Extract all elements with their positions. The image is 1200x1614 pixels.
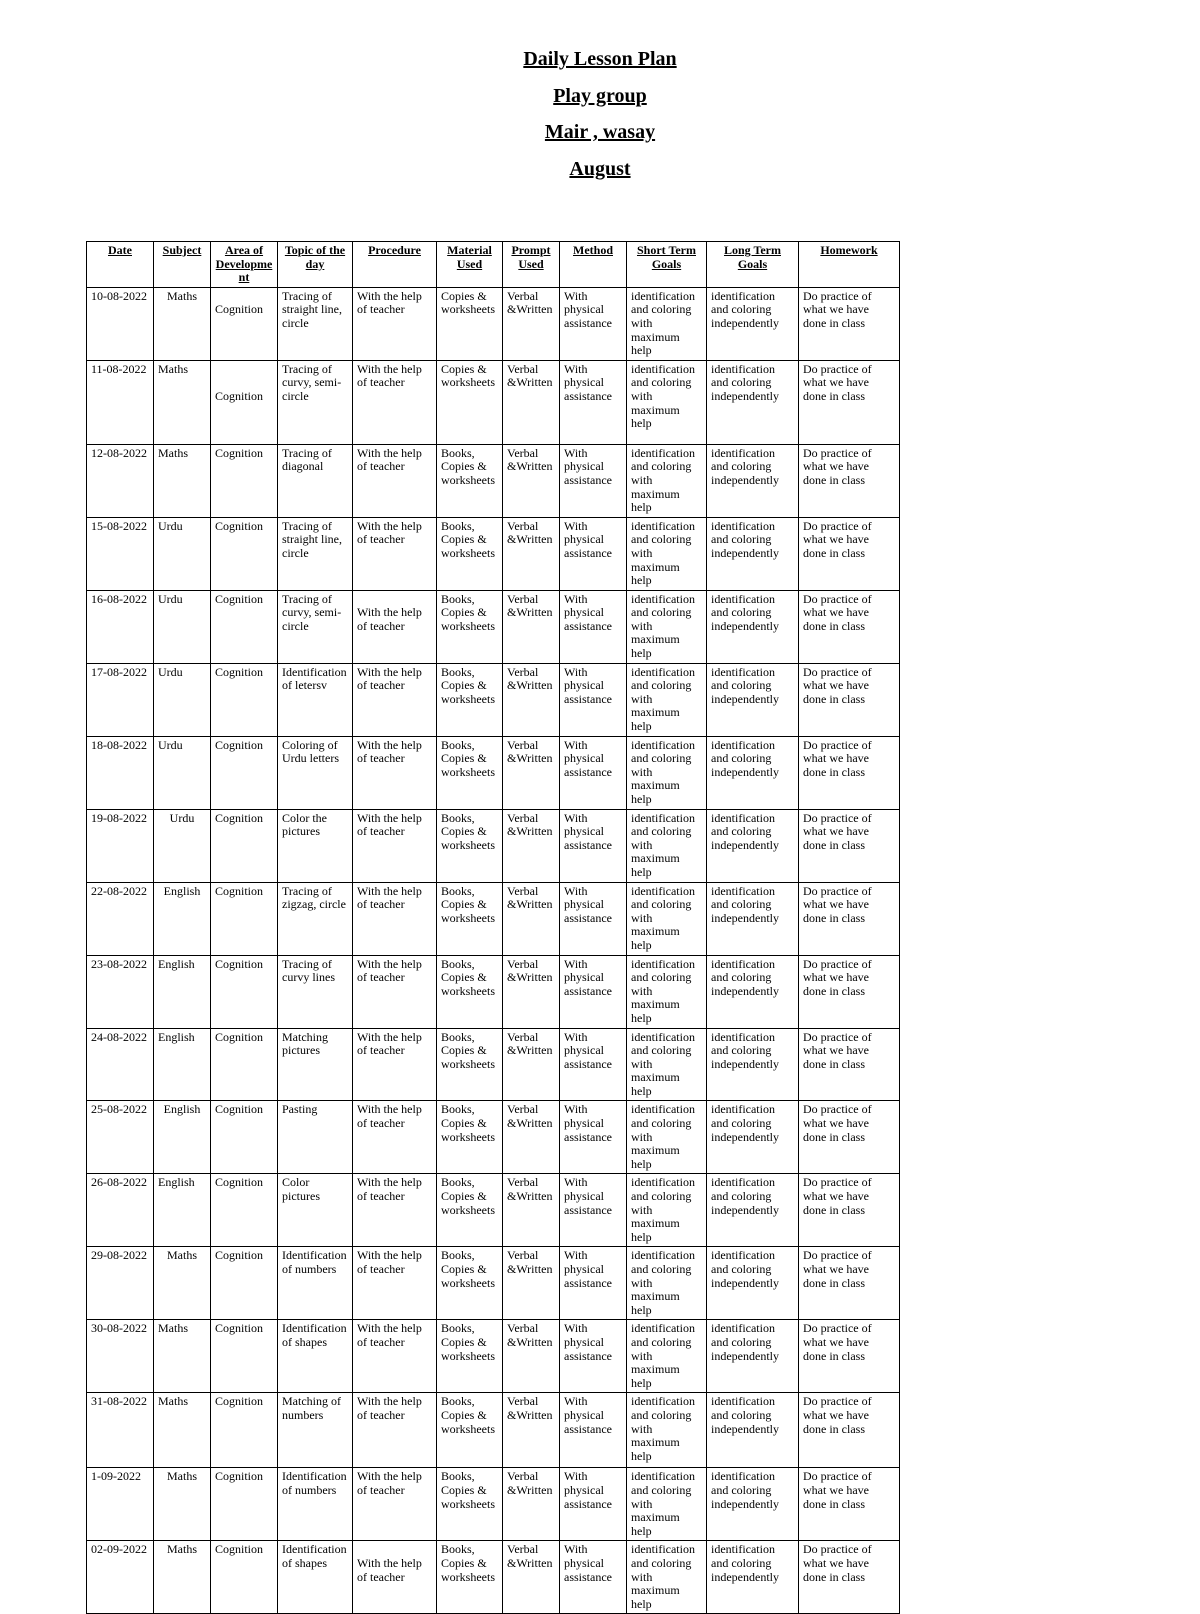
document-header bbox=[0, 44, 1200, 190]
cell-material: Books, Copies & worksheets bbox=[437, 882, 503, 955]
cell-material: Books, Copies & worksheets bbox=[437, 955, 503, 1028]
cell-prompt: Verbal &Written bbox=[503, 1468, 560, 1541]
column-header-homework: Homework bbox=[799, 242, 900, 288]
cell-date: 15-08-2022 bbox=[87, 517, 154, 590]
cell-prompt: Verbal &Written bbox=[503, 1028, 560, 1101]
cell-subject: English bbox=[154, 1101, 211, 1174]
cell-procedure: With the help of teacher bbox=[353, 1320, 437, 1393]
cell-area: Cognition bbox=[211, 360, 278, 444]
cell-procedure: With the help of teacher bbox=[353, 1541, 437, 1614]
cell-prompt: Verbal &Written bbox=[503, 809, 560, 882]
cell-material: Books, Copies & worksheets bbox=[437, 517, 503, 590]
cell-procedure: With the help of teacher bbox=[353, 360, 437, 444]
cell-short-term-goal: identification and coloring with maximum help bbox=[627, 1028, 707, 1101]
table-row bbox=[87, 1174, 900, 1247]
cell-topic: Tracing of curvy, semi-circle bbox=[278, 590, 353, 663]
cell-topic: Tracing of straight line, circle bbox=[278, 517, 353, 590]
cell-topic: Color the pictures bbox=[278, 809, 353, 882]
cell-material: Books, Copies & worksheets bbox=[437, 590, 503, 663]
table-row bbox=[87, 1028, 900, 1101]
cell-date: 18-08-2022 bbox=[87, 736, 154, 809]
cell-method: With physical assistance bbox=[560, 663, 627, 736]
cell-procedure: With the help of teacher bbox=[353, 736, 437, 809]
cell-short-term-goal: identification and coloring with maximum help bbox=[627, 1468, 707, 1541]
cell-prompt: Verbal &Written bbox=[503, 444, 560, 517]
cell-short-term-goal: identification and coloring with maximum help bbox=[627, 1247, 707, 1320]
cell-material: Copies & worksheets bbox=[437, 360, 503, 444]
cell-method: With physical assistance bbox=[560, 517, 627, 590]
cell-homework: Do practice of what we have done in class bbox=[799, 1101, 900, 1174]
cell-material: Books, Copies & worksheets bbox=[437, 1028, 503, 1101]
column-header-topic: Topic of the day bbox=[278, 242, 353, 288]
cell-date: 25-08-2022 bbox=[87, 1101, 154, 1174]
column-header-procedure: Procedure bbox=[353, 242, 437, 288]
cell-subject: Urdu bbox=[154, 517, 211, 590]
cell-material: Books, Copies & worksheets bbox=[437, 809, 503, 882]
cell-method: With physical assistance bbox=[560, 590, 627, 663]
cell-subject: Maths bbox=[154, 287, 211, 360]
cell-procedure: With the help of teacher bbox=[353, 1174, 437, 1247]
cell-long-term-goal: identification and coloring independently bbox=[707, 1468, 799, 1541]
cell-procedure: With the help of teacher bbox=[353, 955, 437, 1028]
cell-procedure: With the help of teacher bbox=[353, 663, 437, 736]
cell-subject: English bbox=[154, 1174, 211, 1247]
cell-date: 26-08-2022 bbox=[87, 1174, 154, 1247]
cell-topic: Identification of numbers bbox=[278, 1247, 353, 1320]
cell-subject: Urdu bbox=[154, 736, 211, 809]
cell-homework: Do practice of what we have done in class bbox=[799, 444, 900, 517]
cell-method: With physical assistance bbox=[560, 882, 627, 955]
cell-area: Cognition bbox=[211, 955, 278, 1028]
cell-method: With physical assistance bbox=[560, 1468, 627, 1541]
cell-subject: Maths bbox=[154, 1247, 211, 1320]
cell-material: Books, Copies & worksheets bbox=[437, 663, 503, 736]
cell-prompt: Verbal &Written bbox=[503, 1393, 560, 1468]
cell-prompt: Verbal &Written bbox=[503, 663, 560, 736]
cell-area: Cognition bbox=[211, 1028, 278, 1101]
cell-method: With physical assistance bbox=[560, 1028, 627, 1101]
cell-topic: Identification of shapes bbox=[278, 1541, 353, 1614]
table-row bbox=[87, 736, 900, 809]
cell-method: With physical assistance bbox=[560, 1320, 627, 1393]
cell-prompt: Verbal &Written bbox=[503, 1541, 560, 1614]
table-row bbox=[87, 663, 900, 736]
cell-area: Cognition bbox=[211, 590, 278, 663]
cell-homework: Do practice of what we have done in class bbox=[799, 287, 900, 360]
cell-procedure: With the help of teacher bbox=[353, 444, 437, 517]
cell-long-term-goal: identification and coloring independently bbox=[707, 287, 799, 360]
cell-area: Cognition bbox=[211, 1101, 278, 1174]
column-header-long-term-goals: Long Term Goals bbox=[707, 242, 799, 288]
cell-homework: Do practice of what we have done in class bbox=[799, 663, 900, 736]
cell-long-term-goal: identification and coloring independently bbox=[707, 590, 799, 663]
cell-date: 24-08-2022 bbox=[87, 1028, 154, 1101]
cell-material: Books, Copies & worksheets bbox=[437, 1468, 503, 1541]
cell-date: 19-08-2022 bbox=[87, 809, 154, 882]
cell-material: Books, Copies & worksheets bbox=[437, 1247, 503, 1320]
cell-short-term-goal: identification and coloring with maximum help bbox=[627, 1393, 707, 1468]
table-row bbox=[87, 1101, 900, 1174]
cell-long-term-goal: identification and coloring independently bbox=[707, 1393, 799, 1468]
cell-topic: Pasting bbox=[278, 1101, 353, 1174]
cell-method: With physical assistance bbox=[560, 287, 627, 360]
cell-method: With physical assistance bbox=[560, 360, 627, 444]
cell-long-term-goal: identification and coloring independently bbox=[707, 1101, 799, 1174]
cell-homework: Do practice of what we have done in class bbox=[799, 809, 900, 882]
cell-prompt: Verbal &Written bbox=[503, 360, 560, 444]
cell-prompt: Verbal &Written bbox=[503, 1247, 560, 1320]
table-row bbox=[87, 1468, 900, 1541]
cell-prompt: Verbal &Written bbox=[503, 1320, 560, 1393]
column-header-prompt: Prompt Used bbox=[503, 242, 560, 288]
cell-short-term-goal: identification and coloring with maximum help bbox=[627, 955, 707, 1028]
cell-topic: Identification of letersv bbox=[278, 663, 353, 736]
cell-topic: Tracing of zigzag, circle bbox=[278, 882, 353, 955]
cell-topic: Tracing of curvy lines bbox=[278, 955, 353, 1028]
cell-area: Cognition bbox=[211, 663, 278, 736]
table-body bbox=[87, 287, 900, 1614]
cell-area: Cognition bbox=[211, 444, 278, 517]
cell-procedure: With the help of teacher bbox=[353, 1028, 437, 1101]
cell-homework: Do practice of what we have done in class bbox=[799, 1247, 900, 1320]
cell-subject: Maths bbox=[154, 1320, 211, 1393]
cell-topic: Coloring of Urdu letters bbox=[278, 736, 353, 809]
cell-method: With physical assistance bbox=[560, 809, 627, 882]
cell-method: With physical assistance bbox=[560, 1101, 627, 1174]
cell-material: Books, Copies & worksheets bbox=[437, 1393, 503, 1468]
cell-material: Books, Copies & worksheets bbox=[437, 1541, 503, 1614]
cell-material: Copies & worksheets bbox=[437, 287, 503, 360]
cell-topic: Matching of numbers bbox=[278, 1393, 353, 1468]
table-row bbox=[87, 360, 900, 444]
cell-long-term-goal: identification and coloring independently bbox=[707, 882, 799, 955]
cell-topic: Matching pictures bbox=[278, 1028, 353, 1101]
cell-homework: Do practice of what we have done in class bbox=[799, 1174, 900, 1247]
cell-short-term-goal: identification and coloring with maximum help bbox=[627, 882, 707, 955]
cell-date: 1-09-2022 bbox=[87, 1468, 154, 1541]
cell-material: Books, Copies & worksheets bbox=[437, 1101, 503, 1174]
cell-procedure: With the help of teacher bbox=[353, 1101, 437, 1174]
cell-short-term-goal: identification and coloring with maximum help bbox=[627, 1541, 707, 1614]
table-row bbox=[87, 882, 900, 955]
table-row bbox=[87, 955, 900, 1028]
cell-topic: Tracing of curvy, semi-circle bbox=[278, 360, 353, 444]
cell-date: 30-08-2022 bbox=[87, 1320, 154, 1393]
cell-date: 16-08-2022 bbox=[87, 590, 154, 663]
month-title: August bbox=[569, 157, 631, 180]
document-title: Daily Lesson Plan bbox=[523, 48, 677, 70]
cell-prompt: Verbal &Written bbox=[503, 882, 560, 955]
cell-area: Cognition bbox=[211, 1174, 278, 1247]
cell-homework: Do practice of what we have done in class bbox=[799, 1320, 900, 1393]
cell-area: Cognition bbox=[211, 809, 278, 882]
table-row bbox=[87, 1247, 900, 1320]
cell-date: 29-08-2022 bbox=[87, 1247, 154, 1320]
column-header-area: Area of Developme nt bbox=[211, 242, 278, 288]
column-header-date: Date bbox=[87, 242, 154, 288]
cell-homework: Do practice of what we have done in class bbox=[799, 736, 900, 809]
column-header-short-term-goals: Short Term Goals bbox=[627, 242, 707, 288]
cell-subject: Maths bbox=[154, 1468, 211, 1541]
cell-area: Cognition bbox=[211, 1541, 278, 1614]
cell-procedure: With the help of teacher bbox=[353, 1393, 437, 1468]
cell-method: With physical assistance bbox=[560, 1393, 627, 1468]
column-header-subject: Subject bbox=[154, 242, 211, 288]
cell-date: 11-08-2022 bbox=[87, 360, 154, 444]
cell-short-term-goal: identification and coloring with maximum help bbox=[627, 736, 707, 809]
cell-homework: Do practice of what we have done in class bbox=[799, 517, 900, 590]
cell-date: 12-08-2022 bbox=[87, 444, 154, 517]
table-row bbox=[87, 1320, 900, 1393]
cell-date: 31-08-2022 bbox=[87, 1393, 154, 1468]
cell-area: Cognition bbox=[211, 882, 278, 955]
cell-date: 23-08-2022 bbox=[87, 955, 154, 1028]
cell-prompt: Verbal &Written bbox=[503, 1174, 560, 1247]
cell-subject: Maths bbox=[154, 1541, 211, 1614]
cell-subject: Urdu bbox=[154, 809, 211, 882]
cell-homework: Do practice of what we have done in class bbox=[799, 1541, 900, 1614]
cell-topic: Identification of shapes bbox=[278, 1320, 353, 1393]
cell-procedure: With the help of teacher bbox=[353, 287, 437, 360]
cell-area: Cognition bbox=[211, 1468, 278, 1541]
table-row bbox=[87, 590, 900, 663]
cell-procedure: With the help of teacher bbox=[353, 809, 437, 882]
cell-method: With physical assistance bbox=[560, 736, 627, 809]
cell-long-term-goal: identification and coloring independently bbox=[707, 663, 799, 736]
cell-subject: English bbox=[154, 955, 211, 1028]
cell-subject: Maths bbox=[154, 360, 211, 444]
cell-prompt: Verbal &Written bbox=[503, 287, 560, 360]
cell-topic: Tracing of straight line, circle bbox=[278, 287, 353, 360]
cell-homework: Do practice of what we have done in class bbox=[799, 1468, 900, 1541]
cell-subject: Urdu bbox=[154, 663, 211, 736]
table-row bbox=[87, 1541, 900, 1614]
cell-short-term-goal: identification and coloring with maximum help bbox=[627, 1174, 707, 1247]
cell-procedure: With the help of teacher bbox=[353, 1247, 437, 1320]
cell-subject: Maths bbox=[154, 1393, 211, 1468]
cell-date: 17-08-2022 bbox=[87, 663, 154, 736]
cell-short-term-goal: identification and coloring with maximum help bbox=[627, 663, 707, 736]
cell-short-term-goal: identification and coloring with maximum help bbox=[627, 809, 707, 882]
table-row bbox=[87, 809, 900, 882]
cell-long-term-goal: identification and coloring independently bbox=[707, 444, 799, 517]
column-header-method: Method bbox=[560, 242, 627, 288]
class-name: Play group bbox=[553, 84, 647, 107]
cell-short-term-goal: identification and coloring with maximum help bbox=[627, 360, 707, 444]
cell-long-term-goal: identification and coloring independently bbox=[707, 360, 799, 444]
lesson-plan-table bbox=[86, 241, 900, 1614]
cell-date: 22-08-2022 bbox=[87, 882, 154, 955]
cell-date: 02-09-2022 bbox=[87, 1541, 154, 1614]
cell-method: With physical assistance bbox=[560, 1174, 627, 1247]
cell-short-term-goal: identification and coloring with maximum help bbox=[627, 287, 707, 360]
cell-homework: Do practice of what we have done in class bbox=[799, 590, 900, 663]
cell-short-term-goal: identification and coloring with maximum help bbox=[627, 1320, 707, 1393]
cell-area: Cognition bbox=[211, 736, 278, 809]
cell-material: Books, Copies & worksheets bbox=[437, 736, 503, 809]
cell-area: Cognition bbox=[211, 517, 278, 590]
cell-short-term-goal: identification and coloring with maximum help bbox=[627, 1101, 707, 1174]
cell-long-term-goal: identification and coloring independently bbox=[707, 736, 799, 809]
cell-long-term-goal: identification and coloring independently bbox=[707, 809, 799, 882]
cell-topic: Tracing of diagonal bbox=[278, 444, 353, 517]
cell-area: Cognition bbox=[211, 287, 278, 360]
cell-method: With physical assistance bbox=[560, 444, 627, 517]
cell-prompt: Verbal &Written bbox=[503, 736, 560, 809]
cell-long-term-goal: identification and coloring independently bbox=[707, 1028, 799, 1101]
cell-method: With physical assistance bbox=[560, 1247, 627, 1320]
cell-material: Books, Copies & worksheets bbox=[437, 444, 503, 517]
cell-material: Books, Copies & worksheets bbox=[437, 1174, 503, 1247]
cell-long-term-goal: identification and coloring independently bbox=[707, 955, 799, 1028]
cell-short-term-goal: identification and coloring with maximum help bbox=[627, 517, 707, 590]
table-row bbox=[87, 444, 900, 517]
cell-long-term-goal: identification and coloring independently bbox=[707, 517, 799, 590]
cell-area: Cognition bbox=[211, 1320, 278, 1393]
cell-topic: Color pictures bbox=[278, 1174, 353, 1247]
cell-subject: English bbox=[154, 882, 211, 955]
cell-homework: Do practice of what we have done in class bbox=[799, 882, 900, 955]
table-row bbox=[87, 1393, 900, 1468]
cell-homework: Do practice of what we have done in class bbox=[799, 360, 900, 444]
table-header-row bbox=[87, 242, 900, 288]
cell-prompt: Verbal &Written bbox=[503, 590, 560, 663]
cell-short-term-goal: identification and coloring with maximum help bbox=[627, 590, 707, 663]
cell-subject: English bbox=[154, 1028, 211, 1101]
cell-prompt: Verbal &Written bbox=[503, 955, 560, 1028]
cell-long-term-goal: identification and coloring independently bbox=[707, 1247, 799, 1320]
teacher-names: Mair , wasay bbox=[544, 121, 656, 143]
cell-area: Cognition bbox=[211, 1247, 278, 1320]
cell-procedure: With the help of teacher bbox=[353, 590, 437, 663]
cell-date: 10-08-2022 bbox=[87, 287, 154, 360]
cell-subject: Urdu bbox=[154, 590, 211, 663]
cell-area: Cognition bbox=[211, 1393, 278, 1468]
cell-topic: Identification of numbers bbox=[278, 1468, 353, 1541]
cell-method: With physical assistance bbox=[560, 955, 627, 1028]
cell-procedure: With the help of teacher bbox=[353, 882, 437, 955]
cell-short-term-goal: identification and coloring with maximum help bbox=[627, 444, 707, 517]
cell-material: Books, Copies & worksheets bbox=[437, 1320, 503, 1393]
cell-prompt: Verbal &Written bbox=[503, 1101, 560, 1174]
cell-prompt: Verbal &Written bbox=[503, 517, 560, 590]
table-row bbox=[87, 287, 900, 360]
cell-homework: Do practice of what we have done in class bbox=[799, 955, 900, 1028]
cell-procedure: With the help of teacher bbox=[353, 517, 437, 590]
column-header-material: Material Used bbox=[437, 242, 503, 288]
cell-method: With physical assistance bbox=[560, 1541, 627, 1614]
cell-long-term-goal: identification and coloring independently bbox=[707, 1174, 799, 1247]
table-row bbox=[87, 517, 900, 590]
cell-subject: Maths bbox=[154, 444, 211, 517]
cell-homework: Do practice of what we have done in class bbox=[799, 1393, 900, 1468]
cell-procedure: With the help of teacher bbox=[353, 1468, 437, 1541]
cell-long-term-goal: identification and coloring independently bbox=[707, 1541, 799, 1614]
cell-homework: Do practice of what we have done in class bbox=[799, 1028, 900, 1101]
cell-long-term-goal: identification and coloring independently bbox=[707, 1320, 799, 1393]
